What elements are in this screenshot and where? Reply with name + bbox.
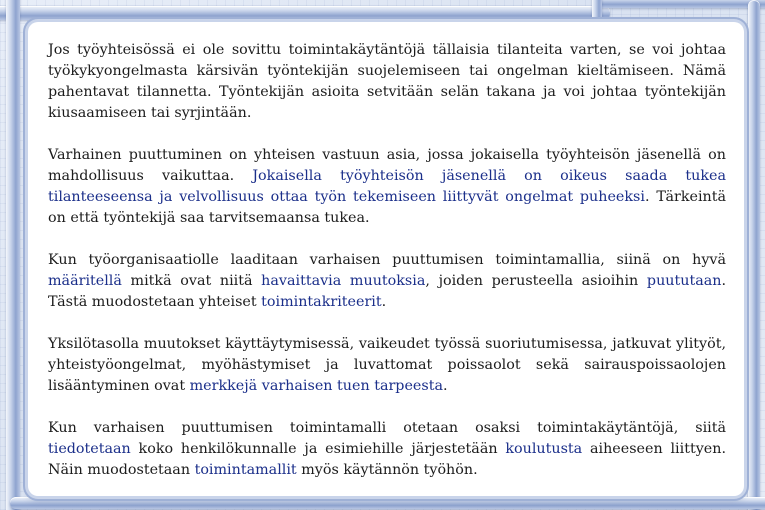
body-text: . Tärkeintä on että työntekijä saa tarvitsemaansa tukea. xyxy=(48,189,726,226)
body-text: myös käytännön työhön. xyxy=(296,462,478,478)
body-text: mitkä ovat niitä xyxy=(121,273,262,289)
highlighted-text: Jokaisella työyhteisön jäsenellä on oikeus saada tukea tilanteeseensa ja velvollisuus ottaa työn tekemiseen liittyvät ongelmat puheeksi xyxy=(48,168,726,205)
document-body xyxy=(48,40,726,502)
body-text: Varhainen puuttuminen on yhteisen vastuun asia, jossa jokaisella työyhteisön jäsenellä on mahdollisuus vaikuttaa. xyxy=(48,147,726,184)
body-text: Jos työyhteisössä ei ole sovittu toimintakäytäntöjä tällaisia tilanteita varten, se voi johtaa työkykyongelmasta kärsivän työntekijän suojelemiseen tai ongelman kieltämiseen. Nämä pahentavat tilannetta. Työntekijän asioita setvitään selän takana ja voi johtaa työntekijän kiusaamiseen tai syrjintään. xyxy=(48,42,726,121)
highlighted-text: tiedotetaan xyxy=(48,441,131,457)
highlighted-text: toimintamallit xyxy=(194,462,297,478)
paragraph-2 xyxy=(48,145,726,229)
frame-bar-right xyxy=(748,0,760,510)
body-text: koko henkilökunnalle ja esimiehille järjestetään xyxy=(130,441,506,457)
highlighted-text: havaittavia muutoksia xyxy=(261,273,426,289)
frame-bar-left xyxy=(6,0,20,510)
body-text: . xyxy=(381,294,387,310)
highlighted-text: toimintakriteerit xyxy=(261,294,382,310)
highlighted-text: merkkejä varhaisen tuen tarpeesta xyxy=(189,378,443,394)
body-text: aiheeseen liittyen. Näin muodostetaan xyxy=(48,441,726,478)
frame-bar-top xyxy=(0,6,610,20)
highlighted-text: puututaan xyxy=(646,273,722,289)
paragraph-1 xyxy=(48,40,726,124)
body-text: . xyxy=(443,378,448,394)
paragraph-5 xyxy=(48,418,726,481)
body-text: . Tästä muodostetaan yhteiset xyxy=(48,273,726,310)
highlighted-text: määritellä xyxy=(48,273,122,289)
body-text: , joiden perusteella asioihin xyxy=(425,273,647,289)
body-text: Kun työorganisaatiolle laaditaan varhaisen puuttumisen toimintamallia, siinä on hyvä xyxy=(48,252,726,268)
body-text: Kun varhaisen puuttumisen toimintamalli otetaan osaksi toimintakäytäntöjä, siitä xyxy=(48,420,726,436)
highlighted-text: koulutusta xyxy=(505,441,583,457)
frame-bar-top-right xyxy=(596,0,765,8)
paragraph-4 xyxy=(48,334,726,397)
paragraph-3 xyxy=(48,250,726,313)
body-text: Yksilötasolla muutokset käyttäytymisessä, vaikeudet työssä suoriutumisessa, jatkuvat ylityöt, yhteistyöongelmat, myöhästymiset ja luvattomat poissaolot sekä sairauspoissaolojen lisääntyminen ovat xyxy=(48,336,726,394)
